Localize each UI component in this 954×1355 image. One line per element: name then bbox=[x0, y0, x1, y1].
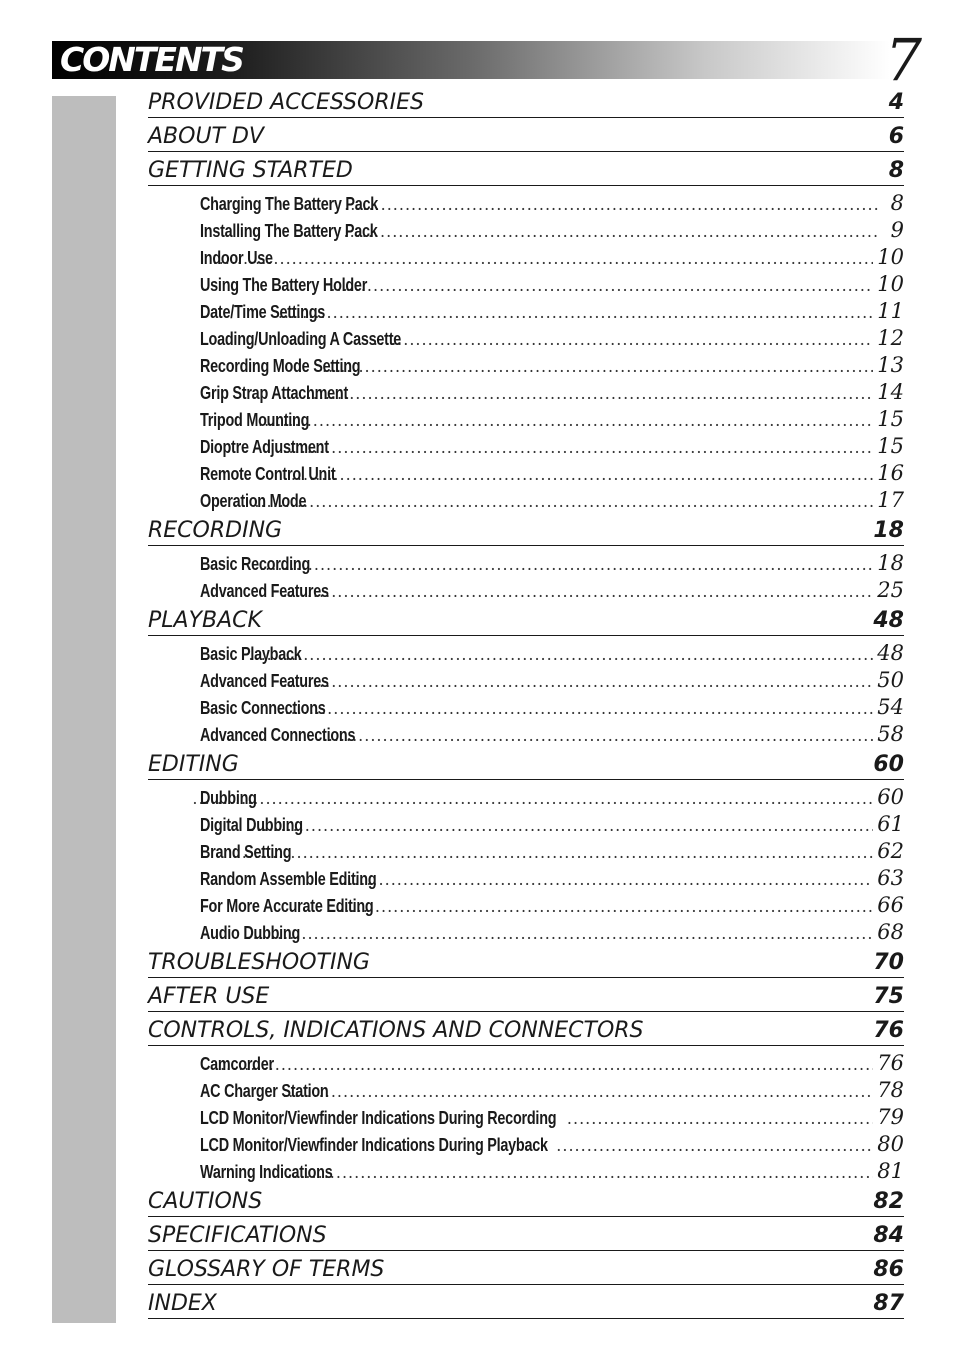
toc-entry-page: 15 bbox=[877, 434, 904, 458]
toc-entry-page: 50 bbox=[877, 668, 904, 692]
toc-section-title: INDEX bbox=[148, 1291, 217, 1316]
toc-section[interactable] bbox=[148, 156, 904, 186]
dot-leader bbox=[214, 1051, 873, 1078]
toc-entry-title: Audio Dubbing bbox=[200, 923, 301, 943]
toc-entry-page: 12 bbox=[877, 326, 904, 350]
toc-entry[interactable] bbox=[200, 217, 904, 244]
toc-entry[interactable] bbox=[200, 640, 904, 667]
toc-entry[interactable] bbox=[200, 721, 904, 748]
dot-leader bbox=[556, 1132, 873, 1159]
toc-entry-title: Advanced Connections bbox=[200, 725, 356, 745]
toc-section-page: 86 bbox=[873, 1257, 904, 1282]
toc-entry-page: 58 bbox=[877, 722, 904, 746]
toc-subsection-list bbox=[200, 190, 904, 514]
toc-section-title: GLOSSARY OF TERMS bbox=[148, 1257, 385, 1282]
toc-entry[interactable] bbox=[200, 550, 904, 577]
toc-entry-page: 10 bbox=[877, 245, 904, 269]
toc-entry[interactable] bbox=[200, 433, 904, 460]
toc-entry-title: Random Assemble Editing bbox=[200, 869, 377, 889]
toc-entry-page: 18 bbox=[877, 551, 904, 575]
toc-entry-page: 11 bbox=[877, 299, 904, 323]
toc-section[interactable] bbox=[148, 88, 904, 118]
toc-entry-title: Installing The Battery Pack bbox=[200, 221, 378, 241]
toc-section-title: TROUBLESHOOTING bbox=[148, 950, 370, 975]
toc-section-title: CONTROLS, INDICATIONS AND CONNECTORS bbox=[148, 1018, 644, 1043]
toc-entry-title: Recording Mode Setting bbox=[200, 356, 361, 376]
toc-section-page: 18 bbox=[873, 518, 904, 543]
toc-entry-title: LCD Monitor/Viewfinder Indications During Recording bbox=[200, 1108, 557, 1128]
toc-entry-title: Grip Strap Attachment bbox=[200, 383, 349, 403]
toc-entry-title: Date/Time Settings bbox=[200, 302, 326, 322]
toc-entry-page: 79 bbox=[877, 1105, 904, 1129]
toc-subsection-list bbox=[200, 640, 904, 748]
toc-entry-title: Camcorder bbox=[200, 1054, 274, 1074]
toc-section-page: 8 bbox=[888, 158, 904, 183]
table-of-contents bbox=[148, 88, 904, 1323]
dot-leader bbox=[282, 434, 873, 461]
toc-entry-title: LCD Monitor/Viewfinder Indications During Playback bbox=[200, 1135, 548, 1155]
dot-leader bbox=[258, 407, 873, 434]
toc-section-title: PROVIDED ACCESSORIES bbox=[148, 90, 424, 115]
toc-entry-page: 17 bbox=[877, 488, 904, 512]
toc-section[interactable] bbox=[148, 750, 904, 780]
toc-section-title: CAUTIONS bbox=[148, 1189, 263, 1214]
toc-entry[interactable] bbox=[200, 190, 904, 217]
toc-entry-page: 62 bbox=[877, 839, 904, 863]
toc-entry-page: 76 bbox=[877, 1051, 904, 1075]
toc-entry[interactable] bbox=[200, 406, 904, 433]
toc-section-page: 70 bbox=[873, 950, 904, 975]
toc-entry-title: Advanced Features bbox=[200, 581, 329, 601]
toc-entry-title: Advanced Features bbox=[200, 671, 329, 691]
toc-section-page: 76 bbox=[873, 1018, 904, 1043]
toc-entry[interactable] bbox=[200, 460, 904, 487]
toc-entry[interactable] bbox=[200, 487, 904, 514]
toc-entry-title: Charging The Battery Pack bbox=[200, 194, 379, 214]
toc-subsection-list bbox=[200, 1050, 904, 1185]
toc-entry-title: Indoor Use bbox=[200, 248, 273, 268]
toc-entry-page: 81 bbox=[877, 1159, 904, 1183]
toc-section[interactable] bbox=[148, 1289, 904, 1319]
toc-entry-title: Tripod Mounting bbox=[200, 410, 310, 430]
toc-section-title: SPECIFICATIONS bbox=[148, 1223, 327, 1248]
toc-entry-title: Operation Mode bbox=[200, 491, 307, 511]
dot-leader bbox=[307, 380, 874, 407]
toc-entry[interactable] bbox=[200, 244, 904, 271]
toc-entry-page: 8 bbox=[890, 191, 904, 215]
toc-entry[interactable] bbox=[200, 1077, 904, 1104]
dot-leader bbox=[278, 299, 873, 326]
dot-leader bbox=[344, 218, 878, 245]
dot-leader bbox=[259, 551, 873, 578]
toc-entry[interactable] bbox=[200, 325, 904, 352]
toc-entry-title: Dioptre Adjustment bbox=[200, 437, 329, 457]
dot-leader bbox=[567, 1105, 873, 1132]
dot-leader bbox=[283, 668, 874, 695]
toc-section[interactable] bbox=[148, 1016, 904, 1046]
toc-entry-page: 16 bbox=[877, 461, 904, 485]
toc-entry-title: For More Accurate Editing bbox=[200, 896, 374, 916]
dot-leader bbox=[330, 272, 873, 299]
toc-section[interactable] bbox=[148, 606, 904, 636]
toc-section-page: 87 bbox=[873, 1291, 904, 1316]
toc-section[interactable] bbox=[148, 122, 904, 152]
toc-entry[interactable] bbox=[200, 919, 904, 946]
toc-section[interactable] bbox=[148, 1255, 904, 1285]
toc-entry-title: AC Charger Station bbox=[200, 1081, 329, 1101]
toc-section-title: ABOUT DV bbox=[148, 124, 264, 149]
dot-leader bbox=[373, 326, 873, 353]
toc-section[interactable] bbox=[148, 516, 904, 546]
page-number: 7 bbox=[885, 26, 922, 94]
toc-entry[interactable] bbox=[200, 892, 904, 919]
toc-section-title: RECORDING bbox=[148, 518, 283, 543]
toc-entry[interactable] bbox=[200, 694, 904, 721]
toc-section[interactable] bbox=[148, 1221, 904, 1251]
toc-section-title: PLAYBACK bbox=[148, 608, 262, 633]
toc-entry-page: 61 bbox=[877, 812, 904, 836]
dot-leader bbox=[247, 920, 874, 947]
toc-entry-title: Basic Recording bbox=[200, 554, 311, 574]
toc-entry-page: 9 bbox=[890, 218, 904, 242]
toc-entry-page: 14 bbox=[877, 380, 904, 404]
toc-entry-page: 15 bbox=[877, 407, 904, 431]
toc-entry[interactable] bbox=[200, 379, 904, 406]
toc-subsection-list bbox=[200, 550, 904, 604]
toc-subsection-list bbox=[200, 784, 904, 946]
toc-section[interactable] bbox=[148, 982, 904, 1012]
toc-entry[interactable] bbox=[200, 298, 904, 325]
toc-section-title: AFTER USE bbox=[148, 984, 270, 1009]
dot-leader bbox=[283, 578, 874, 605]
page-title: CONTENTS bbox=[60, 40, 243, 79]
toc-entry-title: Brand Setting bbox=[200, 842, 292, 862]
toc-section-page: 48 bbox=[873, 608, 904, 633]
dot-leader bbox=[287, 1159, 873, 1186]
toc-entry[interactable] bbox=[200, 1104, 904, 1131]
dot-leader bbox=[338, 893, 873, 920]
toc-entry-page: 63 bbox=[877, 866, 904, 890]
toc-entry[interactable] bbox=[200, 1050, 904, 1077]
toc-entry[interactable] bbox=[200, 811, 904, 838]
toc-section-page: 60 bbox=[873, 752, 904, 777]
toc-entry-page: 25 bbox=[877, 578, 904, 602]
toc-entry-page: 54 bbox=[877, 695, 904, 719]
toc-entry[interactable] bbox=[200, 352, 904, 379]
dot-leader bbox=[278, 695, 873, 722]
toc-entry-title: Using The Battery Holder bbox=[200, 275, 368, 295]
toc-entry[interactable] bbox=[200, 838, 904, 865]
toc-entry-title: Digital Dubbing bbox=[200, 815, 303, 835]
toc-entry[interactable] bbox=[200, 784, 904, 811]
dot-leader bbox=[213, 245, 874, 272]
toc-section-title: EDITING bbox=[148, 752, 239, 777]
toc-section-page: 6 bbox=[888, 124, 904, 149]
dot-leader bbox=[282, 1078, 873, 1105]
toc-section-page: 84 bbox=[873, 1223, 904, 1248]
dot-leader bbox=[316, 722, 874, 749]
side-tab bbox=[52, 96, 116, 1323]
toc-entry-page: 68 bbox=[877, 920, 904, 944]
toc-entry[interactable] bbox=[200, 865, 904, 892]
toc-entry[interactable] bbox=[200, 577, 904, 604]
dot-leader bbox=[250, 812, 873, 839]
toc-section[interactable] bbox=[148, 948, 904, 978]
toc-entry[interactable] bbox=[200, 1131, 904, 1158]
toc-entry[interactable] bbox=[200, 1158, 904, 1185]
toc-section-page: 4 bbox=[888, 90, 904, 115]
toc-entry-page: 60 bbox=[877, 785, 904, 809]
toc-entry-title: Basic Connections bbox=[200, 698, 326, 718]
dot-leader bbox=[342, 866, 873, 893]
dot-leader bbox=[254, 488, 873, 515]
toc-section[interactable] bbox=[148, 1187, 904, 1217]
toc-entry-title: Basic Playback bbox=[200, 644, 302, 664]
dot-leader bbox=[344, 191, 878, 218]
toc-entry-page: 78 bbox=[877, 1078, 904, 1102]
toc-section-title: GETTING STARTED bbox=[148, 158, 353, 183]
toc-entry-title: Warning Indications bbox=[200, 1162, 333, 1182]
toc-entry-title: Loading/Unloading A Cassette bbox=[200, 329, 402, 349]
dot-leader bbox=[236, 839, 874, 866]
toc-entry-page: 48 bbox=[877, 641, 904, 665]
toc-entry-title: Remote Control Unit bbox=[200, 464, 336, 484]
toc-entry-page: 66 bbox=[877, 893, 904, 917]
dot-leader bbox=[248, 641, 873, 668]
toc-section-page: 75 bbox=[873, 984, 904, 1009]
toc-section-page: 82 bbox=[873, 1189, 904, 1214]
toc-entry-page: 13 bbox=[877, 353, 904, 377]
toc-entry[interactable] bbox=[200, 667, 904, 694]
dot-leader bbox=[192, 785, 873, 812]
dot-leader bbox=[291, 461, 873, 488]
toc-entry-title: Dubbing bbox=[200, 788, 257, 808]
dot-leader bbox=[322, 353, 873, 380]
toc-entry-page: 10 bbox=[877, 272, 904, 296]
toc-entry-page: 80 bbox=[877, 1132, 904, 1156]
toc-entry[interactable] bbox=[200, 271, 904, 298]
